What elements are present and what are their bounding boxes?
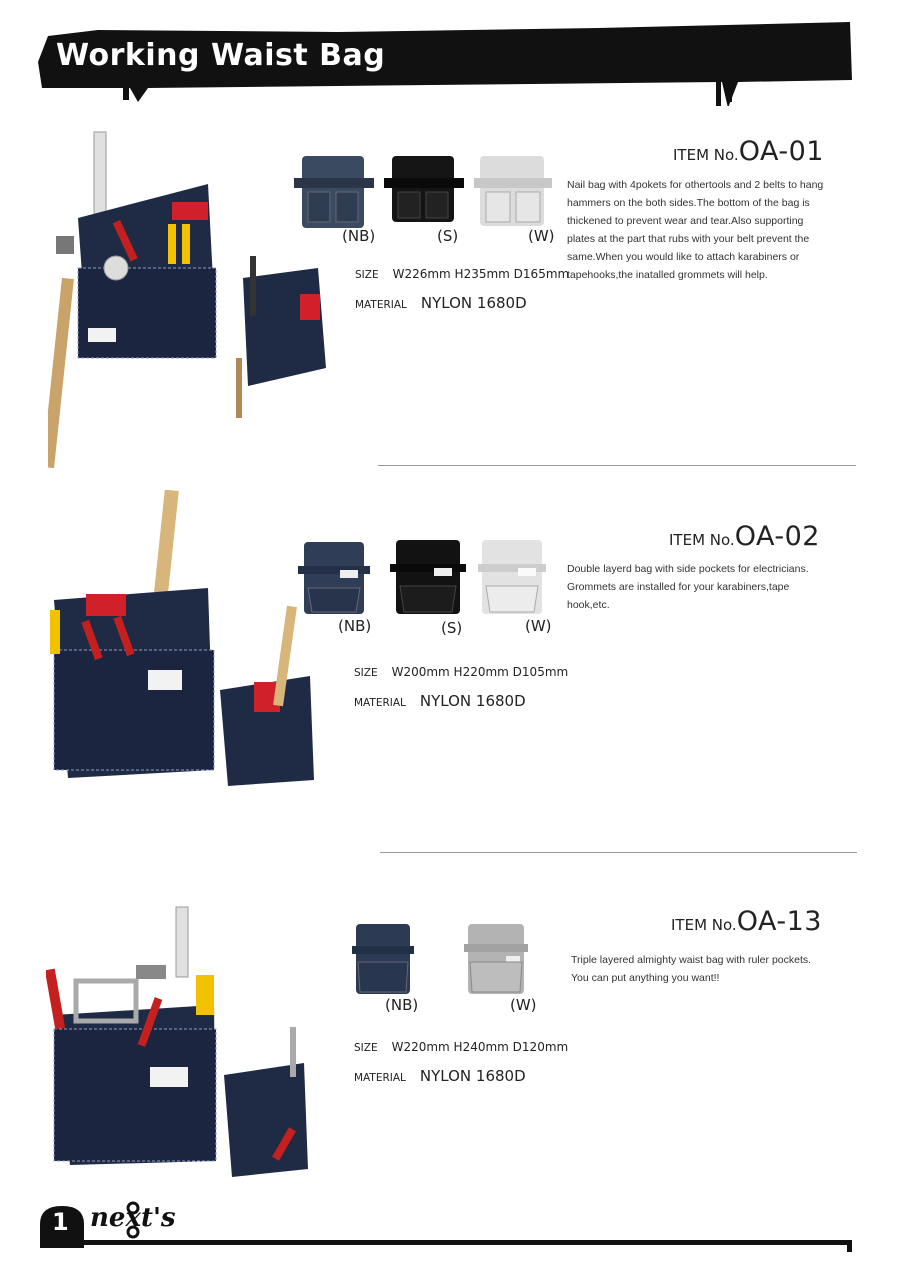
material-label: MATERIAL xyxy=(355,299,407,311)
color-label: (NB) xyxy=(342,227,376,245)
swatch-navy xyxy=(298,538,370,616)
swatch-black xyxy=(384,152,464,226)
swatch-navy xyxy=(350,920,416,996)
item-description: Double layerd bag with side pockets for electricians. Grommets are installed for your karabiners,tape hook,etc. xyxy=(567,563,809,611)
size-label: SIZE xyxy=(354,1042,378,1054)
swatch-navy xyxy=(294,152,374,230)
item-number: ITEM No.OA-13 xyxy=(671,906,822,937)
swatch-white xyxy=(478,536,546,616)
size-label: SIZE xyxy=(355,269,379,281)
page-number: 1 xyxy=(52,1208,69,1236)
svg-text:next's: next's xyxy=(90,1203,176,1233)
swatch-black xyxy=(390,536,466,616)
item-number: ITEM No.OA-02 xyxy=(669,521,820,552)
color-label: (NB) xyxy=(338,617,372,635)
item-description: Nail bag with 4pokets for othertools and 2 belts to hang hammers on the both sides.The bottom of the bag is thickened to prevent wear and tear.Also supporting plates at the part that rubs with your belt prevent the same.When you would like to attach karabiners or tapehooks,the inatalled grommets will help. xyxy=(567,179,824,281)
section-divider xyxy=(378,465,856,466)
material-spec xyxy=(355,294,527,312)
footer-rule-end xyxy=(847,1240,852,1252)
page-title: Working Waist Bag xyxy=(56,38,386,73)
item-description: Triple layered almighty waist bag with ruler pockets. You can put anything you want!! xyxy=(571,954,812,984)
bag-photo-oa13 xyxy=(46,905,336,1190)
color-label: (S) xyxy=(441,619,463,637)
bag-photo-oa02 xyxy=(48,490,328,790)
material-spec xyxy=(354,692,526,710)
material-value: NYLON 1680D xyxy=(419,692,526,710)
color-label: (W) xyxy=(525,617,552,635)
color-label: (W) xyxy=(528,227,555,245)
item-code: OA-13 xyxy=(736,906,822,937)
material-value: NYLON 1680D xyxy=(420,294,527,312)
item-number: ITEM No.OA-01 xyxy=(673,136,824,167)
color-label: (W) xyxy=(510,996,537,1014)
swatch-white xyxy=(474,152,552,228)
material-label: MATERIAL xyxy=(354,697,406,709)
swatch-white xyxy=(462,920,530,996)
brand-logo xyxy=(90,1196,190,1240)
color-label: (S) xyxy=(437,227,459,245)
size-spec xyxy=(355,267,569,281)
footer-rule xyxy=(40,1240,852,1245)
material-spec xyxy=(354,1067,526,1085)
size-spec xyxy=(354,665,568,679)
material-value: NYLON 1680D xyxy=(419,1067,526,1085)
item-code: OA-01 xyxy=(738,136,824,167)
size-value: W226mm H235mm D165mm xyxy=(392,267,570,281)
size-label: SIZE xyxy=(354,667,378,679)
color-label: (NB) xyxy=(385,996,419,1014)
size-spec xyxy=(354,1040,568,1054)
item-code: OA-02 xyxy=(734,521,820,552)
size-value: W200mm H220mm D105mm xyxy=(391,665,569,679)
size-value: W220mm H240mm D120mm xyxy=(391,1040,569,1054)
material-label: MATERIAL xyxy=(354,1072,406,1084)
section-divider xyxy=(380,852,857,853)
